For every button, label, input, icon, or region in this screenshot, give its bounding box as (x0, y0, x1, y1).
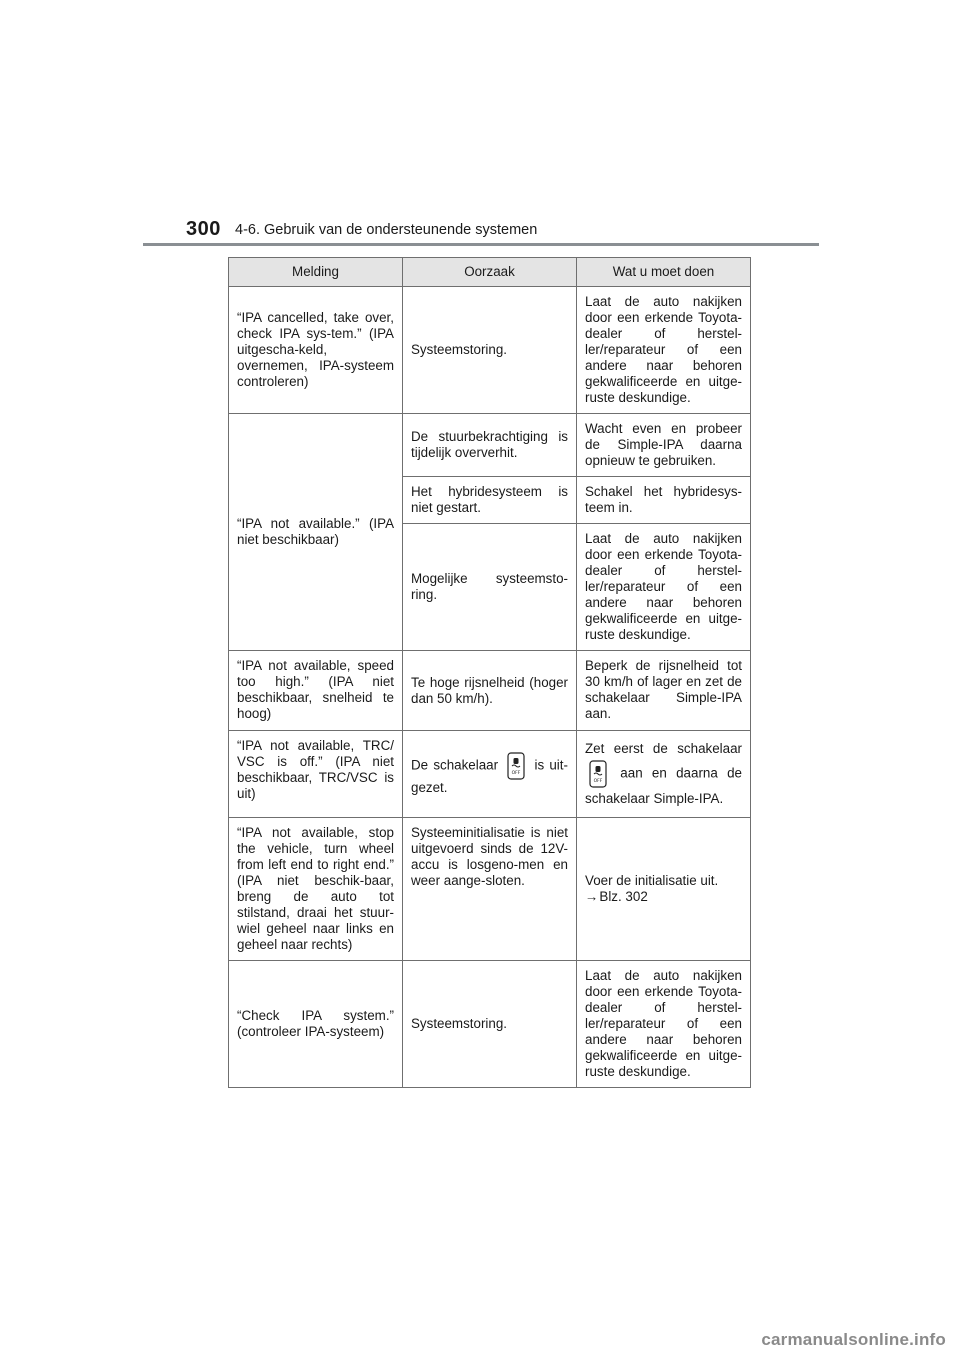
melding-cell: “IPA cancelled, take over, check IPA sys-tem.” (IPA uitgescha-keld, overnemen, IPA-systeem controleren) (229, 287, 403, 414)
melding-cell: “IPA not available, speed too high.” (IPA niet beschikbaar, snelheid te hoog) (229, 651, 403, 731)
table-row (229, 414, 751, 477)
oorzaak-cell: Mogelijke systeemsto-ring. (403, 524, 577, 651)
message-table (228, 257, 751, 1088)
actie-text: Voer de initialisatie uit. (585, 873, 719, 888)
vsc-off-switch-icon (589, 760, 607, 788)
watermark: carmanualsonline.info (761, 1330, 946, 1349)
table-row (229, 287, 751, 414)
actie-cell (577, 731, 751, 818)
table-row (229, 731, 751, 818)
melding-cell: “IPA not available, stop the vehicle, turn wheel from left end to right end.” (IPA niet beschik-baar, breng de auto tot stilstand, draai het stuur-wiel geheel naar links en geheel naar rechts) (229, 818, 403, 961)
oorzaak-text-post: is uit-gezet. (411, 757, 568, 795)
table-row (229, 651, 751, 731)
column-header-melding: Melding (229, 258, 403, 287)
table-header-row (229, 258, 751, 287)
column-header-actie: Wat u moet doen (577, 258, 751, 287)
melding-cell: “IPA not available.” (IPA niet beschikbaar) (229, 414, 403, 651)
oorzaak-cell: Systeemstoring. (403, 287, 577, 414)
actie-cell: Beperk de rijsnelheid tot 30 km/h of lager en zet de schakelaar Simple-IPA aan. (577, 651, 751, 731)
actie-cell: Laat de auto nakijken door een erkende Toyota-dealer of herstel-ler/reparateur of een andere naar behoren gekwalificeerde en uitge-ruste deskundige. (577, 287, 751, 414)
oorzaak-text-pre: De schakelaar (411, 757, 499, 773)
actie-cell: Wacht even en probeer de Simple-IPA daarna opnieuw te gebruiken. (577, 414, 751, 477)
actie-cell: Laat de auto nakijken door een erkende Toyota-dealer of herstel-ler/reparateur of een andere naar behoren gekwalificeerde en uitge-ruste deskundige. (577, 961, 751, 1088)
table-row (229, 961, 751, 1088)
melding-cell: “IPA not available, TRC/ VSC is off.” (IPA niet beschikbaar, TRC/VSC is uit) (229, 731, 403, 818)
vsc-off-switch-icon (507, 752, 525, 780)
oorzaak-cell: Te hoge rijsnelheid (hoger dan 50 km/h). (403, 651, 577, 731)
actie-cell: Schakel het hybridesys-teem in. (577, 477, 751, 524)
table-row (229, 818, 751, 961)
arrow-right-icon: → (585, 889, 599, 904)
oorzaak-cell (403, 731, 577, 818)
page-number: 300 (186, 218, 221, 240)
oorzaak-cell: Het hybridesysteem is niet gestart. (403, 477, 577, 524)
actie-cell: Laat de auto nakijken door een erkende Toyota-dealer of herstel-ler/reparateur of een andere naar behoren gekwalificeerde en uitge-ruste deskundige. (577, 524, 751, 651)
melding-cell: “Check IPA system.” (controleer IPA-systeem) (229, 961, 403, 1088)
section-title: 4-6. Gebruik van de ondersteunende systemen (235, 222, 538, 238)
oorzaak-cell: Systeeminitialisatie is niet uitgevoerd sinds de 12V-accu is losgeno-men en weer aange-sloten. (403, 818, 577, 961)
oorzaak-cell: De stuurbekrachtiging is tijdelijk oververhit. (403, 414, 577, 477)
page-reference: Blz. 302 (599, 889, 648, 904)
actie-text-post: aan en daarna de schakelaar Simple-IPA. (585, 765, 742, 806)
header-divider (143, 243, 819, 246)
actie-cell (577, 818, 751, 961)
column-header-oorzaak: Oorzaak (403, 258, 577, 287)
actie-text-pre: Zet eerst de schakelaar (585, 741, 742, 756)
svg-text:OFF: OFF (511, 771, 521, 776)
svg-text:OFF: OFF (593, 779, 603, 784)
oorzaak-cell: Systeemstoring. (403, 961, 577, 1088)
